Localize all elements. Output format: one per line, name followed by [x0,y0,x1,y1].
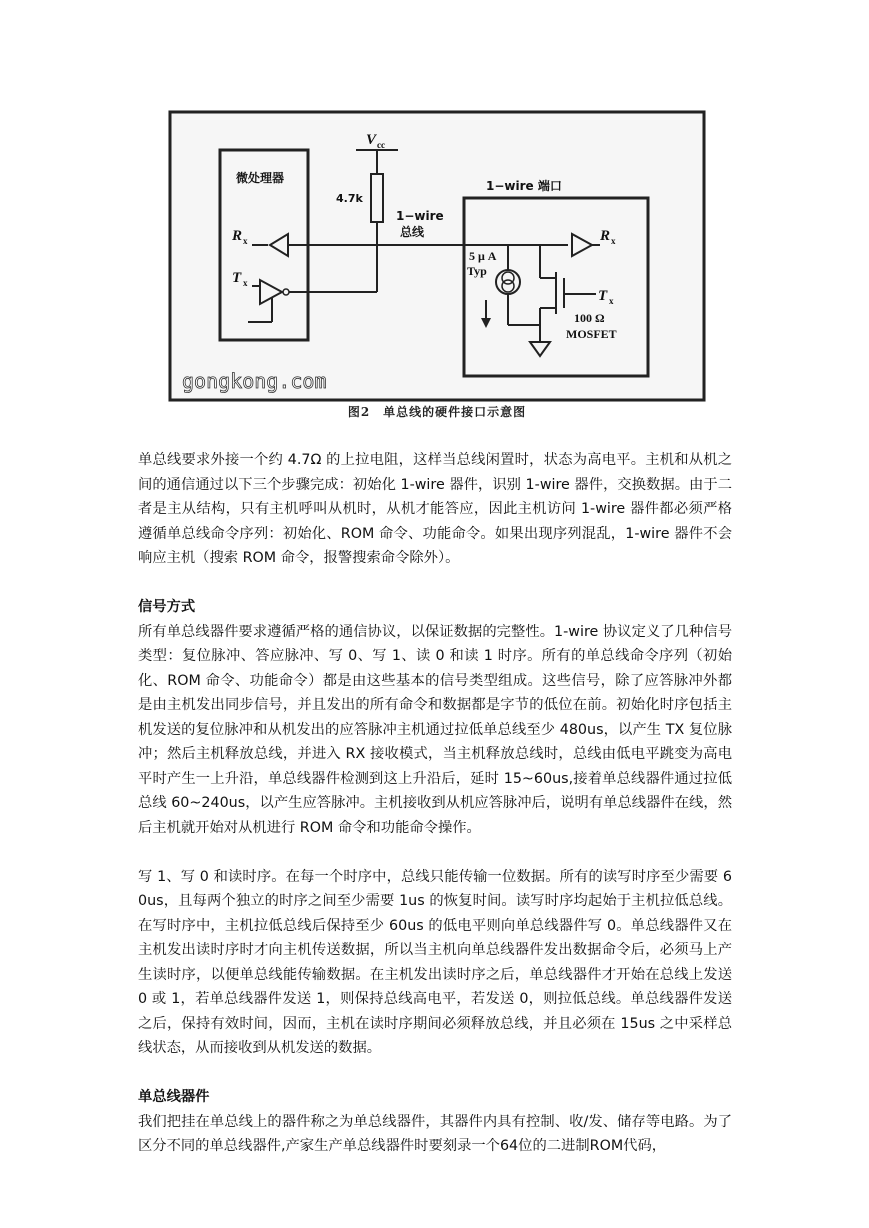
rx-left-label: R [232,228,243,244]
vcc-sub: cc [377,140,385,150]
figure-caption: 图2 单总线的硬件接口示意图 [347,405,527,419]
tx-right-label: T [598,288,608,304]
figure-frame [170,112,704,400]
section-heading: 信号方式 [138,599,196,615]
paragraph: 我们把挂在单总线上的器件称之为单总线器件，其器件内具有控制、收/发、储存等电路。为了区分不同的单总线器件,产家生产单总线器件时要刻录一个64位的二进制ROM代码， [138,1113,732,1154]
port-label: 1−wire 端口 [486,179,562,193]
paragraph: 单总线要求外接一个约 4.7Ω 的上拉电阻，这样当总线闲置时，状态为高电平。主机和从机之间的通信通过以下三个步骤完成：初始化 1-wire 器件，识别 1-wire 器件，交换数据。由于二者是主从结构，只有主机呼叫从机时，从机才能答应，因此主机访问 1-wire 器件都必须严格遵循单总线命令序列：初始化、ROM 命令、功能命令。如果出现序列混乱，1-wire 器件不会响应主机（搜索 ROM 命令，报警搜索命令除外）。 [138,452,732,566]
paragraph: 写 1、写 0 和读时序。在每一个时序中，总线只能传输一位数据。所有的读写时序至少需要 60us，且每两个独立的时序之间至少需要 1us 的恢复时间。读写时序均起始于主机拉低总线。在写时序中，主机拉低总线后保持至少 60us 的低电平则向单总线器件写 0。单总线器件又在主机发出读时序时才向主机传送数据，所以当主机向单总线器件发出数据命令后，必须马上产生读时序，以便单总线能传输数据。在主机发出读时序之后，单总线器件才开始在总线上发送 0 或 1，若单总线器件发送 1，则保持总线高电平，若发送 0，则拉低总线。单总线器件发送之后，保持有效时间，因而，主机在读时序期间必须释放总线，并且必须在 15us 之中采样总线状态，从而接收到从机发送的数据。 [138,868,732,1056]
rx-left-buffer [270,234,288,256]
section-heading: 单总线器件 [138,1089,210,1105]
current-label-1: 5 μ A [469,249,497,263]
rx-left-sub: x [243,236,248,246]
current-source [496,270,520,294]
watermark: gongkong.com [182,369,327,393]
current-label-2: Typ [467,264,487,278]
tx-right-sub: x [609,296,614,306]
paragraph: 所有单总线器件要求遵循严格的通信协议，以保证数据的完整性。1-wire 协议定义了几种信号类型：复位脉冲、答应脉冲、写 0、写 1、读 0 和读 1 时序。所有的单总线命令序列（初始化、ROM 命令、功能命令）都是由这些基本的信号类型组成。这些信号，除了应答脉冲外都是由主机发出同步信号，并且发出的所有命令和数据都是字节的低位在前。初始化时序包括主机发送的复位脉冲和从机发出的应答脉冲主机通过拉低单总线至少 480us，以产生 TX 复位脉冲；然后主机释放总线，并进入 RX 接收模式，当主机释放总线时，总线由低电平跳变为高电平时产生一上升沿，单总线器件检测到这上升沿后，延时 15~60us,接着单总线器件通过拉低总线 60~240us，以产生应答脉冲。主机接收到从机应答脉冲后，说明有单总线器件在线，然后主机就开始对从机进行 ROM 命令和功能命令操作。 [138,623,732,836]
ground-symbol [530,342,550,356]
mcu-label: 微处理器 [236,171,285,185]
rx-right-sub: x [611,236,616,246]
tx-left-label: T [232,270,242,286]
bus-label-1: 1−wire [396,209,444,223]
tx-left-sub: x [243,278,248,288]
resistor-label: 4.7k [336,192,363,205]
vcc-label: V [366,132,377,148]
resistor [371,174,383,222]
mosfet-label-1: 100 Ω [574,311,605,325]
rx-right-label: R [600,228,611,244]
article-body [138,448,732,1159]
circuit-diagram [168,110,706,402]
rx-right-buffer [572,234,592,256]
bus-label-2: 总线 [400,225,425,239]
circuit-figure [168,110,706,402]
mosfet-label-2: MOSFET [566,327,617,341]
